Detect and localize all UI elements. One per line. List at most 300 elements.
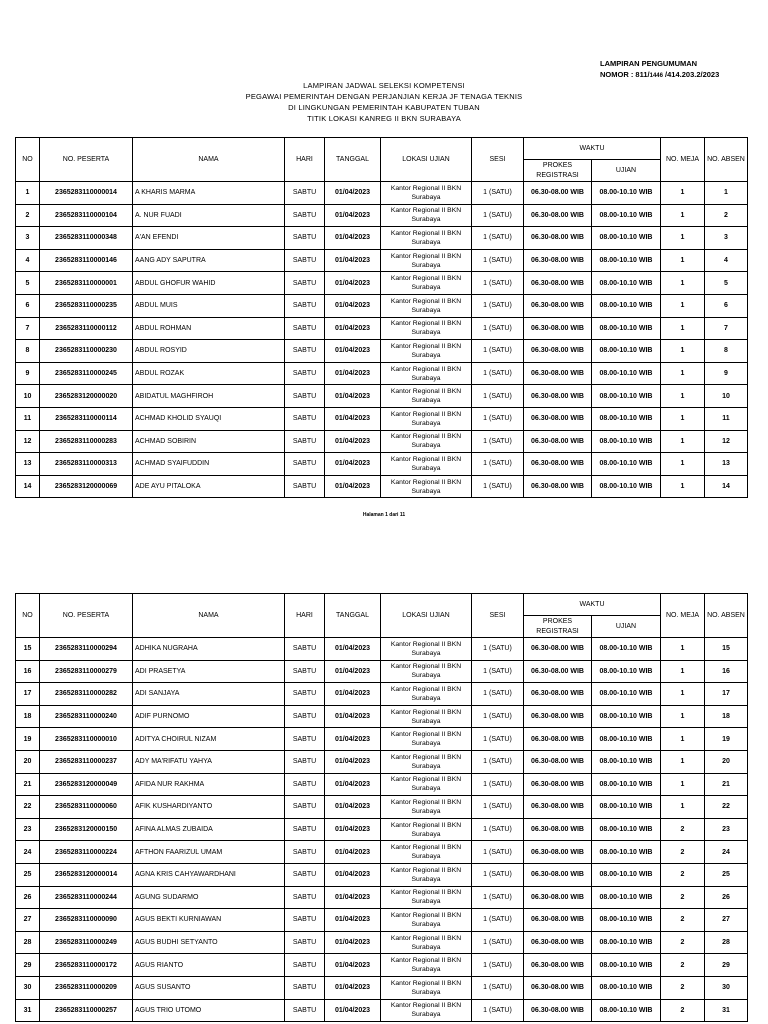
table-row xyxy=(16,976,748,999)
cell-tanggal: 01/04/2023 xyxy=(325,728,381,751)
cell-nama: ACHMAD SYAIFUDDIN xyxy=(133,453,285,476)
cell-sesi: 1 (SATU) xyxy=(472,999,524,1022)
table-row xyxy=(16,705,748,728)
header-nama: NAMA xyxy=(133,594,285,638)
cell-prokes: 06.30-08.00 WIB xyxy=(524,750,592,773)
header-nama: NAMA xyxy=(133,138,285,182)
cell-ujian: 08.00-10.10 WIB xyxy=(592,841,661,864)
cell-nama: ABDUL ROHMAN xyxy=(133,317,285,340)
cell-nama: ADY MA'RIFATU YAHYA xyxy=(133,750,285,773)
table-row xyxy=(16,863,748,886)
cell-lokasi: Kantor Regional II BKN Surabaya xyxy=(381,773,472,796)
cell-prokes: 06.30-08.00 WIB xyxy=(524,638,592,661)
cell-tanggal: 01/04/2023 xyxy=(325,340,381,363)
cell-no: 15 xyxy=(16,638,40,661)
cell-nama: ABDUL ROSYID xyxy=(133,340,285,363)
title-line: LAMPIRAN JADWAL SELEKSI KOMPETENSI xyxy=(303,81,465,90)
cell-no: 29 xyxy=(16,954,40,977)
cell-no-peserta: 2365283110000104 xyxy=(40,204,133,227)
cell-no-peserta: 2365283110000313 xyxy=(40,453,133,476)
title-line: PEGAWAI PEMERINTAH DENGAN PERJANJIAN KERJA JF TENAGA TEKNIS xyxy=(245,92,523,101)
cell-no: 31 xyxy=(16,999,40,1022)
cell-meja: 2 xyxy=(661,976,705,999)
table-row xyxy=(16,385,748,408)
cell-no-peserta: 2365283110000060 xyxy=(40,796,133,819)
cell-nama: ADE AYU PITALOKA xyxy=(133,475,285,498)
cell-ujian: 08.00-10.10 WIB xyxy=(592,430,661,453)
cell-tanggal: 01/04/2023 xyxy=(325,638,381,661)
cell-ujian: 08.00-10.10 WIB xyxy=(592,340,661,363)
cell-ujian: 08.00-10.10 WIB xyxy=(592,683,661,706)
cell-ujian: 08.00-10.10 WIB xyxy=(592,362,661,385)
cell-absen: 20 xyxy=(705,750,748,773)
cell-no-peserta: 2365283120000069 xyxy=(40,475,133,498)
cell-sesi: 1 (SATU) xyxy=(472,909,524,932)
cell-absen: 19 xyxy=(705,728,748,751)
cell-absen: 24 xyxy=(705,841,748,864)
cell-sesi: 1 (SATU) xyxy=(472,317,524,340)
cell-no-peserta: 2365283110000235 xyxy=(40,294,133,317)
cell-hari: SABTU xyxy=(285,453,325,476)
cell-nama: AFIDA NUR RAKHMA xyxy=(133,773,285,796)
cell-nama: ADITYA CHOIRUL NIZAM xyxy=(133,728,285,751)
cell-hari: SABTU xyxy=(285,204,325,227)
cell-lokasi: Kantor Regional II BKN Surabaya xyxy=(381,317,472,340)
schedule-table-1 xyxy=(15,137,748,498)
cell-lokasi: Kantor Regional II BKN Surabaya xyxy=(381,863,472,886)
cell-nama: AGUNG SUDARMO xyxy=(133,886,285,909)
table-row xyxy=(16,204,748,227)
table-row xyxy=(16,638,748,661)
cell-nama: ACHMAD SOBIRIN xyxy=(133,430,285,453)
cell-ujian: 08.00-10.10 WIB xyxy=(592,818,661,841)
cell-absen: 25 xyxy=(705,863,748,886)
table-row xyxy=(16,317,748,340)
cell-ujian: 08.00-10.10 WIB xyxy=(592,407,661,430)
cell-sesi: 1 (SATU) xyxy=(472,227,524,250)
cell-prokes: 06.30-08.00 WIB xyxy=(524,227,592,250)
cell-lokasi: Kantor Regional II BKN Surabaya xyxy=(381,385,472,408)
cell-ujian: 08.00-10.10 WIB xyxy=(592,638,661,661)
cell-tanggal: 01/04/2023 xyxy=(325,999,381,1022)
cell-no: 5 xyxy=(16,272,40,295)
cell-prokes: 06.30-08.00 WIB xyxy=(524,976,592,999)
cell-tanggal: 01/04/2023 xyxy=(325,294,381,317)
cell-sesi: 1 (SATU) xyxy=(472,362,524,385)
cell-lokasi: Kantor Regional II BKN Surabaya xyxy=(381,683,472,706)
cell-ujian: 08.00-10.10 WIB xyxy=(592,317,661,340)
cell-lokasi: Kantor Regional II BKN Surabaya xyxy=(381,999,472,1022)
cell-ujian: 08.00-10.10 WIB xyxy=(592,182,661,205)
cell-prokes: 06.30-08.00 WIB xyxy=(524,453,592,476)
cell-no: 13 xyxy=(16,453,40,476)
cell-absen: 5 xyxy=(705,272,748,295)
cell-no: 25 xyxy=(16,863,40,886)
cell-meja: 1 xyxy=(661,638,705,661)
header-absen: NO. ABSEN xyxy=(705,594,748,638)
cell-no: 11 xyxy=(16,407,40,430)
cell-tanggal: 01/04/2023 xyxy=(325,954,381,977)
header-no-peserta: NO. PESERTA xyxy=(40,138,133,182)
cell-no-peserta: 2365283120000049 xyxy=(40,773,133,796)
cell-hari: SABTU xyxy=(285,909,325,932)
cell-hari: SABTU xyxy=(285,999,325,1022)
cell-ujian: 08.00-10.10 WIB xyxy=(592,294,661,317)
cell-absen: 22 xyxy=(705,796,748,819)
schedule-table-1-body xyxy=(16,182,748,498)
table-row xyxy=(16,796,748,819)
header-hari: HARI xyxy=(285,594,325,638)
cell-nama: ADI SANJAYA xyxy=(133,683,285,706)
cell-no: 19 xyxy=(16,728,40,751)
cell-nama: A KHARIS MARMA xyxy=(133,182,285,205)
cell-no: 23 xyxy=(16,818,40,841)
cell-no-peserta: 2365283110000230 xyxy=(40,340,133,363)
cell-no-peserta: 2365283110000090 xyxy=(40,909,133,932)
header-tanggal: TANGGAL xyxy=(325,594,381,638)
cell-no: 18 xyxy=(16,705,40,728)
cell-nama: ADIF PURNOMO xyxy=(133,705,285,728)
cell-meja: 1 xyxy=(661,660,705,683)
table-row xyxy=(16,227,748,250)
header-sesi: SESI xyxy=(472,138,524,182)
cell-hari: SABTU xyxy=(285,773,325,796)
cell-nama: ADI PRASETYA xyxy=(133,660,285,683)
cell-lokasi: Kantor Regional II BKN Surabaya xyxy=(381,841,472,864)
cell-absen: 29 xyxy=(705,954,748,977)
header-waktu: WAKTU xyxy=(524,138,661,160)
table-row xyxy=(16,999,748,1022)
cell-tanggal: 01/04/2023 xyxy=(325,683,381,706)
cell-prokes: 06.30-08.00 WIB xyxy=(524,818,592,841)
title-line: TITIK LOKASI KANREG II BKN SURABAYA xyxy=(307,114,461,123)
cell-no: 17 xyxy=(16,683,40,706)
cell-hari: SABTU xyxy=(285,362,325,385)
header-ujian: UJIAN xyxy=(592,160,661,182)
cell-ujian: 08.00-10.10 WIB xyxy=(592,660,661,683)
cell-ujian: 08.00-10.10 WIB xyxy=(592,909,661,932)
cell-sesi: 1 (SATU) xyxy=(472,705,524,728)
cell-meja: 1 xyxy=(661,182,705,205)
cell-sesi: 1 (SATU) xyxy=(472,430,524,453)
cell-no: 2 xyxy=(16,204,40,227)
cell-hari: SABTU xyxy=(285,705,325,728)
cell-nama: AGUS RIANTO xyxy=(133,954,285,977)
cell-no-peserta: 2365283110000237 xyxy=(40,750,133,773)
cell-tanggal: 01/04/2023 xyxy=(325,909,381,932)
cell-ujian: 08.00-10.10 WIB xyxy=(592,204,661,227)
cell-prokes: 06.30-08.00 WIB xyxy=(524,182,592,205)
table-row xyxy=(16,182,748,205)
cell-meja: 1 xyxy=(661,683,705,706)
cell-ujian: 08.00-10.10 WIB xyxy=(592,976,661,999)
cell-absen: 17 xyxy=(705,683,748,706)
cell-prokes: 06.30-08.00 WIB xyxy=(524,272,592,295)
cell-meja: 1 xyxy=(661,272,705,295)
cell-tanggal: 01/04/2023 xyxy=(325,204,381,227)
cell-prokes: 06.30-08.00 WIB xyxy=(524,773,592,796)
cell-lokasi: Kantor Regional II BKN Surabaya xyxy=(381,272,472,295)
cell-prokes: 06.30-08.00 WIB xyxy=(524,886,592,909)
header-lokasi: LOKASI UJIAN xyxy=(381,594,472,638)
schedule-table-2-body xyxy=(16,638,748,1022)
cell-no-peserta: 2365283110000001 xyxy=(40,272,133,295)
cell-tanggal: 01/04/2023 xyxy=(325,430,381,453)
header-tanggal: TANGGAL xyxy=(325,138,381,182)
cell-meja: 1 xyxy=(661,750,705,773)
cell-no-peserta: 2365283120000150 xyxy=(40,818,133,841)
cell-prokes: 06.30-08.00 WIB xyxy=(524,705,592,728)
cell-prokes: 06.30-08.00 WIB xyxy=(524,294,592,317)
cell-sesi: 1 (SATU) xyxy=(472,976,524,999)
cell-tanggal: 01/04/2023 xyxy=(325,886,381,909)
table-row xyxy=(16,407,748,430)
table-row xyxy=(16,430,748,453)
cell-no: 6 xyxy=(16,294,40,317)
cell-hari: SABTU xyxy=(285,638,325,661)
cell-sesi: 1 (SATU) xyxy=(472,728,524,751)
cell-prokes: 06.30-08.00 WIB xyxy=(524,841,592,864)
cell-prokes: 06.30-08.00 WIB xyxy=(524,931,592,954)
cell-no: 9 xyxy=(16,362,40,385)
cell-sesi: 1 (SATU) xyxy=(472,886,524,909)
cell-sesi: 1 (SATU) xyxy=(472,638,524,661)
cell-meja: 1 xyxy=(661,728,705,751)
cell-hari: SABTU xyxy=(285,430,325,453)
cell-lokasi: Kantor Regional II BKN Surabaya xyxy=(381,954,472,977)
cell-prokes: 06.30-08.00 WIB xyxy=(524,863,592,886)
schedule-table-2 xyxy=(15,593,748,1022)
cell-no: 26 xyxy=(16,886,40,909)
table-row xyxy=(16,886,748,909)
cell-sesi: 1 (SATU) xyxy=(472,773,524,796)
cell-absen: 2 xyxy=(705,204,748,227)
header-prokes: PROKES REGISTRASI xyxy=(524,616,592,638)
cell-ujian: 08.00-10.10 WIB xyxy=(592,728,661,751)
cell-hari: SABTU xyxy=(285,294,325,317)
cell-ujian: 08.00-10.10 WIB xyxy=(592,227,661,250)
header-meja: NO. MEJA xyxy=(661,138,705,182)
cell-absen: 31 xyxy=(705,999,748,1022)
cell-absen: 12 xyxy=(705,430,748,453)
cell-nama: AFIK KUSHARDIYANTO xyxy=(133,796,285,819)
cell-meja: 1 xyxy=(661,294,705,317)
cell-sesi: 1 (SATU) xyxy=(472,385,524,408)
cell-lokasi: Kantor Regional II BKN Surabaya xyxy=(381,818,472,841)
cell-no-peserta: 2365283110000257 xyxy=(40,999,133,1022)
cell-meja: 1 xyxy=(661,430,705,453)
cell-nama: A'AN EFENDI xyxy=(133,227,285,250)
cell-sesi: 1 (SATU) xyxy=(472,660,524,683)
cell-hari: SABTU xyxy=(285,385,325,408)
header-meja: NO. MEJA xyxy=(661,594,705,638)
cell-sesi: 1 (SATU) xyxy=(472,407,524,430)
table-row xyxy=(16,249,748,272)
cell-no: 4 xyxy=(16,249,40,272)
cell-tanggal: 01/04/2023 xyxy=(325,362,381,385)
cell-meja: 2 xyxy=(661,863,705,886)
table-row xyxy=(16,660,748,683)
cell-lokasi: Kantor Regional II BKN Surabaya xyxy=(381,249,472,272)
cell-no: 1 xyxy=(16,182,40,205)
cell-lokasi: Kantor Regional II BKN Surabaya xyxy=(381,340,472,363)
cell-absen: 14 xyxy=(705,475,748,498)
cell-tanggal: 01/04/2023 xyxy=(325,931,381,954)
cell-sesi: 1 (SATU) xyxy=(472,683,524,706)
cell-meja: 2 xyxy=(661,909,705,932)
cell-absen: 21 xyxy=(705,773,748,796)
cell-meja: 1 xyxy=(661,385,705,408)
header-sesi: SESI xyxy=(472,594,524,638)
cell-sesi: 1 (SATU) xyxy=(472,294,524,317)
cell-lokasi: Kantor Regional II BKN Surabaya xyxy=(381,294,472,317)
cell-absen: 13 xyxy=(705,453,748,476)
cell-meja: 1 xyxy=(661,475,705,498)
table-row xyxy=(16,272,748,295)
annex-number: NOMOR : 811/1446 /414.203.2/2023 xyxy=(600,70,720,79)
cell-no-peserta: 2365283110000010 xyxy=(40,728,133,751)
cell-absen: 15 xyxy=(705,638,748,661)
header-hari: HARI xyxy=(285,138,325,182)
cell-no: 7 xyxy=(16,317,40,340)
header-waktu: WAKTU xyxy=(524,594,661,616)
cell-prokes: 06.30-08.00 WIB xyxy=(524,362,592,385)
cell-ujian: 08.00-10.10 WIB xyxy=(592,750,661,773)
cell-ujian: 08.00-10.10 WIB xyxy=(592,475,661,498)
cell-prokes: 06.30-08.00 WIB xyxy=(524,660,592,683)
cell-no: 8 xyxy=(16,340,40,363)
cell-hari: SABTU xyxy=(285,886,325,909)
cell-prokes: 06.30-08.00 WIB xyxy=(524,683,592,706)
table-row xyxy=(16,683,748,706)
cell-no-peserta: 2365283110000240 xyxy=(40,705,133,728)
cell-nama: ABDUL MUIS xyxy=(133,294,285,317)
cell-sesi: 1 (SATU) xyxy=(472,796,524,819)
cell-meja: 1 xyxy=(661,453,705,476)
cell-meja: 1 xyxy=(661,773,705,796)
cell-prokes: 06.30-08.00 WIB xyxy=(524,728,592,751)
cell-absen: 1 xyxy=(705,182,748,205)
cell-sesi: 1 (SATU) xyxy=(472,931,524,954)
cell-no-peserta: 2365283110000114 xyxy=(40,407,133,430)
cell-nama: ADHIKA NUGRAHA xyxy=(133,638,285,661)
cell-no-peserta: 2365283110000224 xyxy=(40,841,133,864)
cell-no: 10 xyxy=(16,385,40,408)
cell-ujian: 08.00-10.10 WIB xyxy=(592,249,661,272)
cell-prokes: 06.30-08.00 WIB xyxy=(524,954,592,977)
cell-absen: 7 xyxy=(705,317,748,340)
cell-nama: AFINA ALMAS ZUBAIDA xyxy=(133,818,285,841)
cell-hari: SABTU xyxy=(285,954,325,977)
table-row xyxy=(16,931,748,954)
cell-hari: SABTU xyxy=(285,272,325,295)
cell-prokes: 06.30-08.00 WIB xyxy=(524,999,592,1022)
cell-nama: ACHMAD KHOLID SYAUQI xyxy=(133,407,285,430)
cell-hari: SABTU xyxy=(285,407,325,430)
cell-ujian: 08.00-10.10 WIB xyxy=(592,796,661,819)
cell-nama: A. NUR FUADI xyxy=(133,204,285,227)
cell-absen: 4 xyxy=(705,249,748,272)
cell-sesi: 1 (SATU) xyxy=(472,954,524,977)
cell-meja: 1 xyxy=(661,362,705,385)
cell-sesi: 1 (SATU) xyxy=(472,841,524,864)
cell-no: 21 xyxy=(16,773,40,796)
cell-hari: SABTU xyxy=(285,249,325,272)
cell-no: 22 xyxy=(16,796,40,819)
cell-hari: SABTU xyxy=(285,683,325,706)
cell-no: 28 xyxy=(16,931,40,954)
cell-prokes: 06.30-08.00 WIB xyxy=(524,340,592,363)
cell-absen: 27 xyxy=(705,909,748,932)
cell-ujian: 08.00-10.10 WIB xyxy=(592,954,661,977)
cell-tanggal: 01/04/2023 xyxy=(325,841,381,864)
table-row xyxy=(16,954,748,977)
cell-nama: AGUS TRIO UTOMO xyxy=(133,999,285,1022)
table-row xyxy=(16,340,748,363)
cell-absen: 28 xyxy=(705,931,748,954)
cell-lokasi: Kantor Regional II BKN Surabaya xyxy=(381,886,472,909)
cell-meja: 2 xyxy=(661,931,705,954)
cell-lokasi: Kantor Regional II BKN Surabaya xyxy=(381,931,472,954)
cell-sesi: 1 (SATU) xyxy=(472,453,524,476)
cell-hari: SABTU xyxy=(285,475,325,498)
cell-nama: ABIDATUL MAGHFIROH xyxy=(133,385,285,408)
cell-meja: 1 xyxy=(661,340,705,363)
cell-tanggal: 01/04/2023 xyxy=(325,475,381,498)
cell-absen: 6 xyxy=(705,294,748,317)
cell-sesi: 1 (SATU) xyxy=(472,750,524,773)
cell-absen: 18 xyxy=(705,705,748,728)
cell-absen: 26 xyxy=(705,886,748,909)
cell-no-peserta: 2365283110000112 xyxy=(40,317,133,340)
annex-label: LAMPIRAN PENGUMUMAN xyxy=(600,59,698,68)
cell-no-peserta: 2365283110000348 xyxy=(40,227,133,250)
cell-no: 24 xyxy=(16,841,40,864)
cell-sesi: 1 (SATU) xyxy=(472,272,524,295)
table-row xyxy=(16,475,748,498)
table-row xyxy=(16,750,748,773)
header-lokasi: LOKASI UJIAN xyxy=(381,138,472,182)
cell-prokes: 06.30-08.00 WIB xyxy=(524,385,592,408)
cell-meja: 2 xyxy=(661,886,705,909)
cell-hari: SABTU xyxy=(285,227,325,250)
cell-meja: 1 xyxy=(661,796,705,819)
cell-lokasi: Kantor Regional II BKN Surabaya xyxy=(381,638,472,661)
cell-absen: 10 xyxy=(705,385,748,408)
cell-ujian: 08.00-10.10 WIB xyxy=(592,773,661,796)
cell-lokasi: Kantor Regional II BKN Surabaya xyxy=(381,204,472,227)
cell-meja: 1 xyxy=(661,227,705,250)
cell-hari: SABTU xyxy=(285,728,325,751)
cell-lokasi: Kantor Regional II BKN Surabaya xyxy=(381,705,472,728)
header-prokes: PROKES REGISTRASI xyxy=(524,160,592,182)
cell-prokes: 06.30-08.00 WIB xyxy=(524,317,592,340)
header-absen: NO. ABSEN xyxy=(705,138,748,182)
cell-tanggal: 01/04/2023 xyxy=(325,705,381,728)
cell-absen: 9 xyxy=(705,362,748,385)
cell-tanggal: 01/04/2023 xyxy=(325,773,381,796)
announcement-reference xyxy=(600,58,719,82)
cell-no: 20 xyxy=(16,750,40,773)
cell-tanggal: 01/04/2023 xyxy=(325,818,381,841)
cell-hari: SABTU xyxy=(285,182,325,205)
cell-prokes: 06.30-08.00 WIB xyxy=(524,407,592,430)
cell-ujian: 08.00-10.10 WIB xyxy=(592,931,661,954)
cell-meja: 1 xyxy=(661,705,705,728)
cell-sesi: 1 (SATU) xyxy=(472,818,524,841)
cell-no-peserta: 2365283120000014 xyxy=(40,863,133,886)
header-ujian: UJIAN xyxy=(592,616,661,638)
